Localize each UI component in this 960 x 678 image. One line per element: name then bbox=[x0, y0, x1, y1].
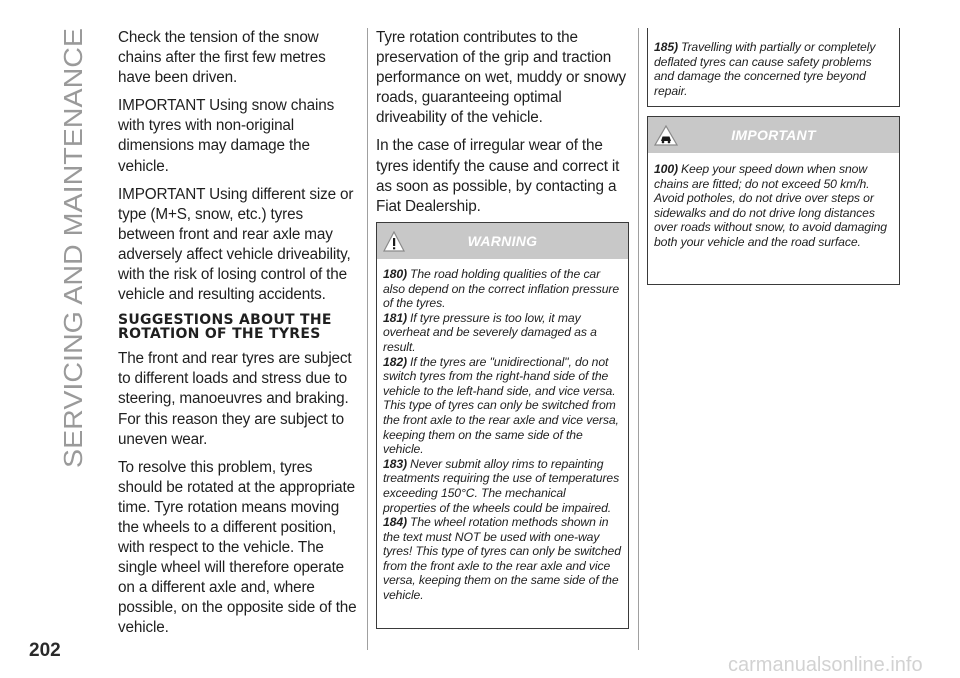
warning-header bbox=[377, 223, 628, 259]
important-box bbox=[647, 116, 900, 285]
section-heading: SUGGESTIONS ABOUT THE ROTATION OF THE TYRES bbox=[118, 312, 332, 343]
page-number: 202 bbox=[29, 640, 61, 661]
paragraph: To resolve this problem, tyres should be rotated at the appropriate time. Tyre rotation means moving the wheels to a different position, with respect to the vehicle. The single wheel will therefore operate on a different axle and, where possible, on the opposite side of the vehicle. bbox=[118, 458, 357, 637]
paragraph: Check the tension of the snow chains after the first few metres have been driven. bbox=[118, 29, 326, 87]
section-title-vertical bbox=[50, 20, 90, 470]
column-divider-2 bbox=[638, 28, 639, 650]
paragraph: The front and rear tyres are subject to different loads and stress due to steering, manoeuvres and braking. For this reason they are subject to uneven wear. bbox=[118, 350, 352, 448]
note-item: 100) Keep your speed down when snow chains are fitted; do not exceed 50 km/h. Avoid potholes, do not drive over steps or sidewalks and do not drive long distances over roads without snow, to avoid damaging both your vehicle and the road surface. bbox=[654, 162, 887, 249]
important-body bbox=[648, 153, 899, 256]
continued-warning-box bbox=[647, 28, 900, 107]
section-title: SERVICING AND MAINTENANCE bbox=[58, 68, 88, 468]
paragraph: IMPORTANT Using snow chains with tyres with non-original dimensions may damage the vehicle. bbox=[118, 97, 335, 175]
warning-box bbox=[376, 222, 629, 629]
warning-body bbox=[377, 259, 628, 609]
paragraph: Tyre rotation contributes to the preservation of the grip and traction performance on wet, muddy or snowy roads, guaranteeing optimal driveability of the vehicle. bbox=[376, 29, 626, 127]
column-divider-1 bbox=[367, 28, 368, 650]
note-item: 181) If tyre pressure is too low, it may overheat and be severely damaged as a result. bbox=[383, 310, 597, 354]
important-title: IMPORTANT bbox=[731, 127, 816, 143]
note-item: 182) If the tyres are "unidirectional", do not switch tyres from the right-hand side of the vehicle to the left-hand side, and vice versa. This type of tyres can only be switched from the front axle to the rear axle and vice versa, keeping them on the same side of the vehicle. bbox=[383, 354, 619, 457]
paragraph: In the case of irregular wear of the tyres identify the cause and correct it as soon as possible, by contacting a Fiat Dealership. bbox=[376, 137, 620, 215]
column-2 bbox=[376, 28, 628, 225]
watermark: carmanualsonline.info bbox=[728, 654, 923, 676]
important-header bbox=[648, 117, 899, 153]
warning-title: WARNING bbox=[467, 233, 538, 249]
paragraph: IMPORTANT Using different size or type (M+S, snow, etc.) tyres between front and rear axle may adversely affect vehicle driveability, with the risk of losing control of the vehicle and resulting accidents. bbox=[118, 185, 354, 304]
note-item: 184) The wheel rotation methods shown in the text must NOT be used with one-way tyres! This type of tyres can only be switched from the front axle to the rear axle and vice versa, keeping them on the same side of the vehicle. bbox=[383, 515, 621, 603]
note-item: 183) Never submit alloy rims to repainting treatments requiring the use of temperatures exceeding 150°C. The mechanical properties of the wheels could be impaired. bbox=[383, 456, 620, 515]
column-1 bbox=[118, 28, 358, 647]
note-item: 180) The road holding qualities of the car also depend on the correct inflation pressure of the tyres. bbox=[383, 267, 620, 311]
note-item: 185) Travelling with partially or completely deflated tyres can cause safety problems and damage the concerned tyre beyond repair. bbox=[654, 40, 876, 98]
